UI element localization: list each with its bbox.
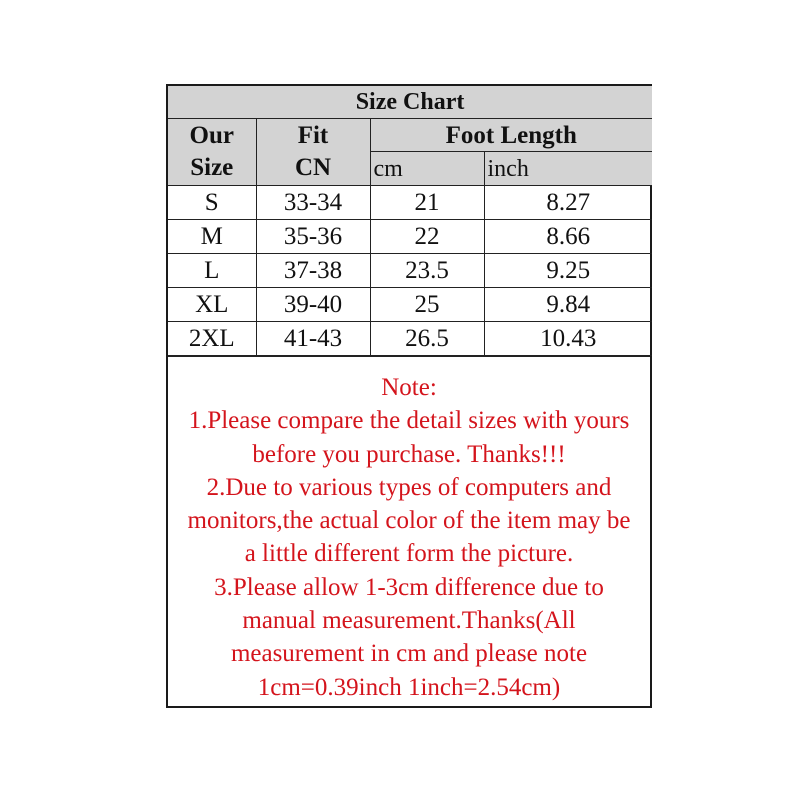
size-table [168, 86, 652, 356]
header-foot-length: Foot Length [370, 119, 652, 152]
cell-cm: 25 [370, 288, 484, 322]
header-fit-line1: Fit [297, 122, 329, 149]
table-row [168, 186, 652, 220]
note-heading: Note: [381, 374, 437, 401]
title-row [168, 86, 652, 119]
cell-cm: 23.5 [370, 254, 484, 288]
cell-fit-cn: 37-38 [256, 254, 370, 288]
table-row [168, 288, 652, 322]
note-line: measurement in cm and please note [230, 640, 588, 668]
cell-inch: 8.27 [484, 186, 652, 220]
cell-size: M [168, 220, 256, 254]
cell-inch: 8.66 [484, 220, 652, 254]
note-section [168, 356, 650, 704]
header-cm: cm [370, 152, 484, 186]
table-title: Size Chart [168, 86, 652, 119]
cell-inch: 9.84 [484, 288, 652, 322]
note-line: a little different form the picture. [244, 540, 574, 568]
cell-fit-cn: 39-40 [256, 288, 370, 322]
note-line: 3.Please allow 1-3cm difference due to [214, 573, 604, 601]
cell-fit-cn: 35-36 [256, 220, 370, 254]
cell-cm: 22 [370, 220, 484, 254]
size-chart [166, 84, 652, 708]
header-fit-cn [256, 119, 370, 186]
header-our-size-line1: Our [189, 122, 234, 149]
note-line: monitors,the actual color of the item may be [187, 507, 631, 535]
cell-size: 2XL [168, 322, 256, 356]
cell-size: L [168, 254, 256, 288]
cell-fit-cn: 41-43 [256, 322, 370, 356]
table-row [168, 322, 652, 356]
cell-inch: 9.25 [484, 254, 652, 288]
note-line: 2.Due to various types of computers and [206, 473, 612, 501]
cell-size: XL [168, 288, 256, 322]
cell-size: S [168, 186, 256, 220]
header-inch: inch [484, 152, 652, 186]
cell-inch: 10.43 [484, 322, 652, 356]
cell-fit-cn: 33-34 [256, 186, 370, 220]
header-our-size-line2: Size [190, 154, 234, 181]
note-line: before you purchase. Thanks!!! [252, 440, 566, 468]
note-line: 1.Please compare the detail sizes with yours [188, 407, 630, 435]
table-row [168, 254, 652, 288]
header-row-1 [168, 119, 652, 152]
header-fit-line2: CN [294, 154, 332, 181]
header-our-size [168, 119, 256, 186]
note-line: manual measurement.Thanks(All [242, 607, 576, 635]
note-line: 1cm=0.39inch 1inch=2.54cm) [257, 673, 561, 701]
cell-cm: 26.5 [370, 322, 484, 356]
table-row [168, 220, 652, 254]
cell-cm: 21 [370, 186, 484, 220]
